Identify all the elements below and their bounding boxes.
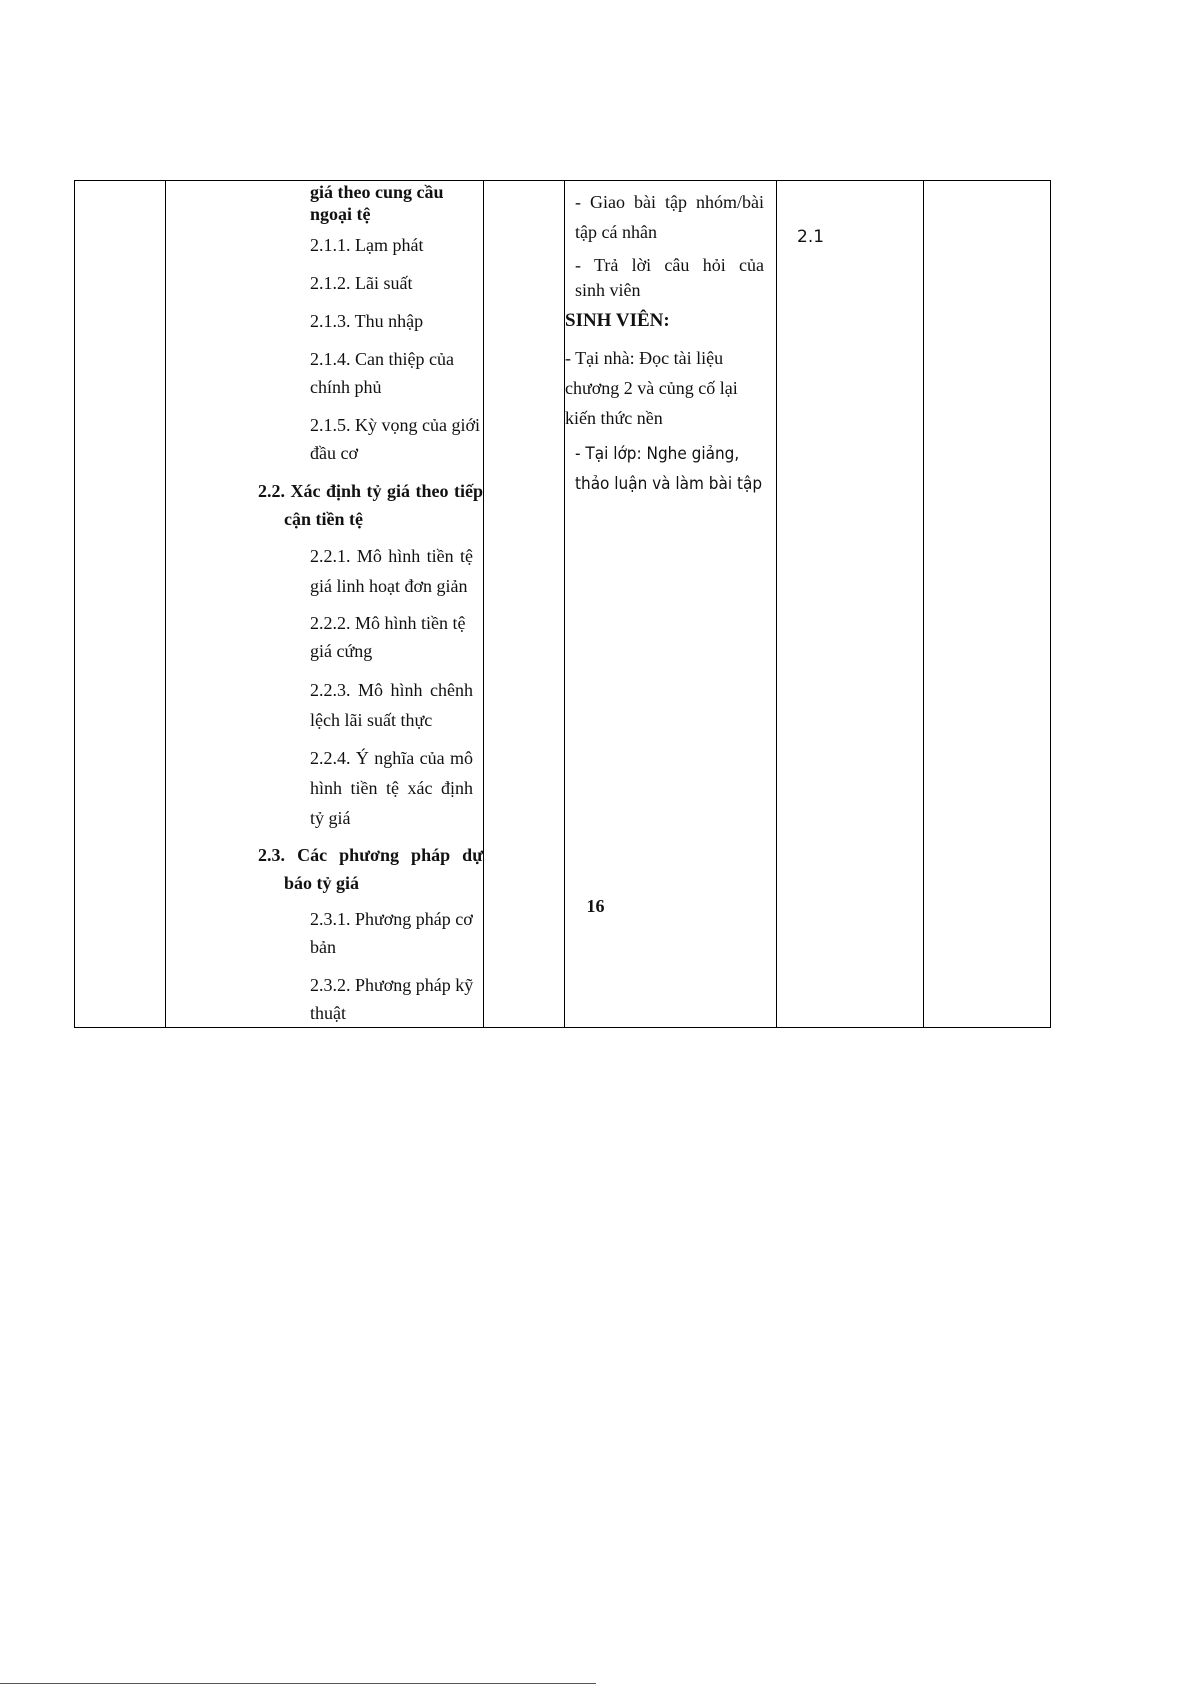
subsection-item: 2.2.3. Mô hình chênh lệch lãi suất thực [310, 680, 473, 730]
lecturer-activity: sinh viên [575, 280, 641, 300]
subsection-item: 2.2.4. Ý nghĩa của mô hình tiền tệ xác định tỷ giá [310, 748, 473, 828]
student-activity: - Tại nhà: Đọc tài liệu chương 2 và củng cố lại kiến thức nền [565, 348, 738, 428]
lecturer-activity: - Giao bài tập nhóm/bài tập cá nhân [575, 192, 764, 242]
subsection-item: 2.2.1. Mô hình tiền tệ giá linh hoạt đơn giản [310, 546, 473, 596]
student-activity: - Tại lớp: Nghe giảng, thảo luận và làm bài tập [575, 444, 763, 494]
subsection-item: 2.3.1. Phương pháp cơ bản [310, 909, 473, 957]
subsection-item: 2.1.1. Lạm phát [310, 235, 424, 255]
section-heading: 2.3. Các phương pháp dự báo tỷ giá [258, 845, 483, 893]
subsection-item: 2.3.2. Phương pháp kỹ thuật [310, 975, 474, 1023]
subsection-item: 2.2.2. Mô hình tiền tệ giá cứng [310, 613, 466, 661]
page-number: 16 [586, 896, 605, 916]
subsection-item: 2.1.2. Lãi suất [310, 273, 413, 293]
subsection-item: 2.1.5. Kỳ vọng của giới đầu cơ [310, 415, 480, 463]
section-heading: 2.2. Xác định tỷ giá theo tiếp cận tiền tệ [258, 481, 483, 529]
lecturer-activity: - Trả lời câu hỏi của [575, 255, 764, 275]
section-heading: giá theo cung cầu ngoại tệ [310, 182, 444, 224]
clo-value: 2.1 [797, 227, 825, 247]
footer-divider [0, 1683, 596, 1684]
subsection-item: 2.1.3. Thu nhập [310, 311, 424, 331]
subsection-item: 2.1.4. Can thiệp của chính phủ [310, 349, 454, 397]
student-heading: SINH VIÊN: [565, 310, 670, 331]
